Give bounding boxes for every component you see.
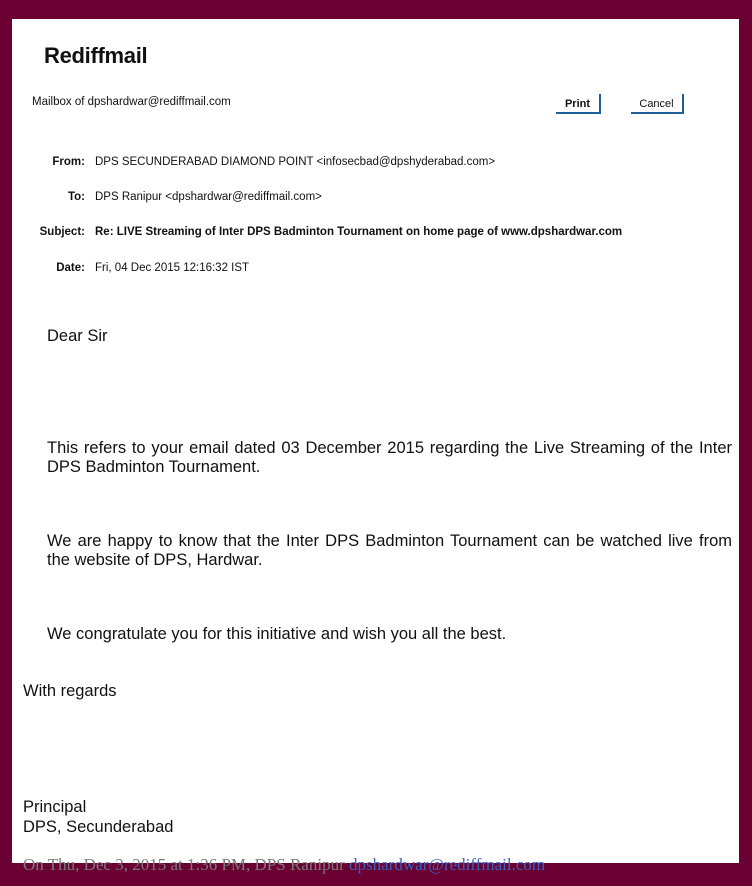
quoted-reply-link[interactable]: dpshardwar@rediffmail.com	[349, 855, 546, 874]
signature-org: DPS, Secunderabad	[23, 818, 174, 836]
from-value: DPS SECUNDERABAD DIAMOND POINT <infosecbad@dpshyderabad.com>	[95, 156, 496, 168]
message-paragraph-1: This refers to your email dated 03 December 2015 regarding the Live Streaming of the Inter DPS Badminton Tournament.	[47, 439, 732, 476]
mailbox-label: Mailbox of dpshardwar@rediffmail.com	[32, 96, 231, 108]
message-closing: With regards	[23, 682, 117, 700]
from-label: From:	[52, 156, 85, 168]
date-label: Date:	[56, 262, 85, 274]
cancel-button[interactable]: Cancel	[631, 94, 684, 114]
signature-title: Principal	[23, 798, 87, 816]
rediffmail-logo: Rediffmail	[44, 43, 148, 68]
message-paragraph-3: We congratulate you for this initiative and wish you all the best.	[47, 625, 507, 643]
print-button[interactable]: Print	[556, 94, 601, 114]
subject-label: Subject:	[39, 226, 85, 238]
to-value: DPS Ranipur <dpshardwar@rediffmail.com>	[95, 191, 322, 203]
print-view-page	[12, 19, 739, 874]
quoted-reply-prefix: On Thu, Dec 3, 2015 at 1:36 PM, DPS Ranipur	[23, 855, 349, 874]
date-value: Fri, 04 Dec 2015 12:16:32 IST	[95, 262, 250, 274]
subject-value: Re: LIVE Streaming of Inter DPS Badminton Tournament on home page of www.dpshardwar.com	[95, 226, 623, 238]
message-paragraph-2: We are happy to know that the Inter DPS Badminton Tournament can be watched live from the website of DPS, Hardwar.	[47, 532, 732, 569]
quoted-reply-header	[23, 855, 545, 875]
message-greeting: Dear Sir	[47, 327, 108, 345]
to-label: To:	[67, 191, 85, 203]
